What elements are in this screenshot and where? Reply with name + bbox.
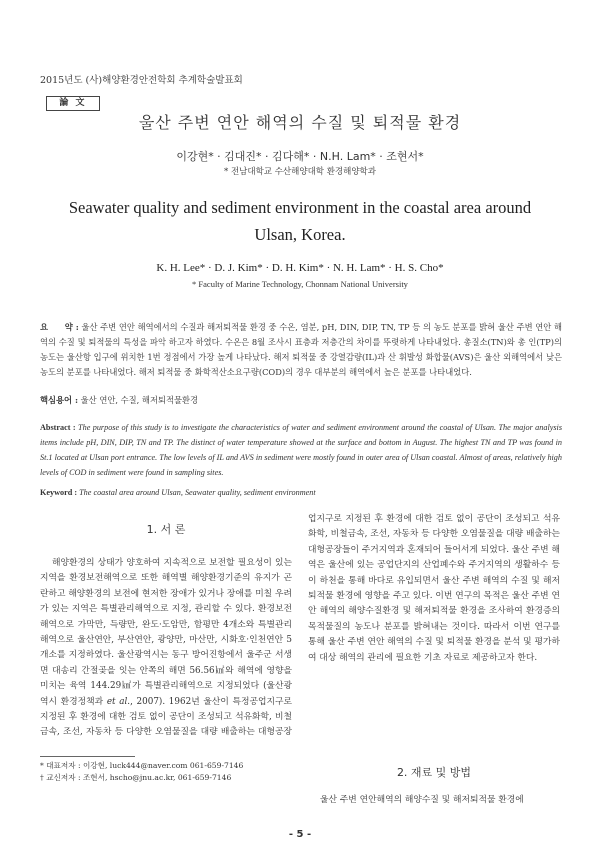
intro-paragraph-continued: 업지구로 지정된 후 환경에 대한 검토 없이 공단이 조성되고 석유화학, 비철금속, 조선, 자동차 등 다양한 오염물질을 대량 배출하는 대형공장들이 주거지역과 혼재되어 들어서게 되었다. 울산 주변 해역은 울산에 있는 공업단지의 산업폐수와 주거지역의 생활하수 등이 하천을 통해 바다로 유입되면서 울산 주변 해역의 수질 및 해저퇴적물 환경에 영향을 주고 있다. 이번 연구의 목적은 울산 주변 연안 해역의 해양수질환경 및 해저퇴적물 환경을 조사하여 환경증의 목적물질의 농도나 분포를 밝혀내는 것이다. 따라서 이번 연구를 통해 울산 주변 연안 해역의 수질 및 퇴적물 환경을 분석 및 평가하여 대상 해역의 관리에 필요한 기초 자료로 제공하고자 한다. — [308, 514, 560, 663]
footnote-divider — [40, 756, 135, 757]
title-english — [40, 194, 560, 248]
authors-english: K. H. Lee* · D. J. Kim* · D. H. Kim* · N. H. Lam* · H. S. Cho* — [156, 262, 444, 274]
title-english-line1: Seawater quality and sediment environment in the coastal area around — [68, 198, 532, 217]
footnote-corresponding-author: * 대표저자 : 이강현, luck444@naver.com 061-659-7146 — [40, 761, 244, 770]
body-column-left — [40, 556, 292, 742]
abstract-english-label: Abstract : — [40, 423, 76, 432]
intro-etal: et al. — [106, 696, 131, 707]
keywords-korean — [40, 394, 198, 406]
affiliation-english: * Faculty of Marine Technology, Chonnam National University — [192, 279, 408, 289]
intro-text-part1: 해양환경의 상태가 양호하여 지속적으로 보전할 필요성이 있는 지역을 환경보전해역으로 또한 해역별 해양환경기준의 유지가 곤란하고 해양환경의 보전에 현저한 장애가 있거나 장애를 미칠 우려가 있는 지역은 특별관리해역으로 지정, 관리할 수 있다. 환경보전해역으로 가막만, 득량만, 완도·도암만, 함평만 4개소와 특별관리해역으로 울산연안, 부산연안, 광양만, 마산만, 시화호·인천연안 5개소를 지정하였다. 울산광역시는 동구 방어진항에서 울주군 서생면 대송리 간절곶을 잇는 안쪽의 해면 56.56㎢와 해역에 영향을 미치는 육역 144.29㎢가 특별관리해역으로 지정되었다 (울산광역시 환경정책과 — [40, 558, 292, 707]
abstract-korean — [40, 320, 562, 380]
footnote-co-author: † 교신저자 : 조현서, hscho@jnu.ac.kr, 061-659-7146 — [40, 773, 232, 782]
section-2-heading: 2. 재료 및 방법 — [396, 766, 472, 779]
abstract-english-text: The purpose of this study is to investigate the characteristics of water and sediment environment around the coastal of Ulsan. The major analysis items include pH, DIN, DIP, TN and TP. The distinct of water temperature showed at the surface and bottom in August. The highest TN and TP was found in St.1 located at Ulsan port entrance. The low levels of IL and AVS in sediment were mostly found in outer area of Ulsan coastal. Almost of areas, relatively high levels of COD in sediment were found in sampling sites. — [40, 423, 563, 477]
body-column-right — [308, 512, 560, 748]
affiliation-korean: * 전남대학교 수산해양대학 환경해양학과 — [224, 167, 376, 177]
conference-header: 2015년도 (사)해양환경안전학회 추계학술발표회 — [40, 75, 243, 86]
keywords-english — [40, 488, 316, 497]
section-2-text: 울산 주변 연안해역의 해양수질 및 해저퇴적물 환경에 — [320, 795, 524, 805]
abstract-english — [40, 420, 562, 480]
keywords-english-text: The coastal area around Ulsan, Seawater quality, sediment environment — [79, 488, 316, 497]
abstract-korean-text: 울산 주변 연안 해역에서의 수질과 해저퇴적물 환경 중 수온, 염분, pH, DIN, DIP, TN, TP 등 의 농도 분포를 밝혀 울산 주변 연안 해역의 수질 및 퇴적물의 특성을 파악 하고자 하였다. 수온은 8월 조사시 표층과 저층간의 차이를 뚜렷하게 나타내었다. 총질소(TN)와 총 인(TP)의 농도는 울산항 입구에 위치한 1번 정점에서 가장 높게 나타났다. 해저 퇴적물 중 강열감량(IL)과 산 휘발성 화합물(AVS)은 울산 외해역에서 낮은 농도의 분포를 나타내었다. 해저 퇴적물 중 화학적산소요구량(COD)의 경우 대부분의 해역에서 높은 분포를 나타내었다. — [40, 322, 563, 377]
keywords-korean-label: 핵심용어 : — [40, 395, 79, 405]
title-korean: 울산 주변 연안 해역의 수질 및 퇴적물 환경 — [138, 113, 462, 132]
intro-paragraph — [40, 556, 292, 742]
keywords-korean-text: 울산 연안, 수질, 해저퇴적물환경 — [80, 395, 199, 405]
footnotes — [40, 760, 243, 784]
authors-korean: 이강현* · 김대진* · 김다해* · N.H. Lam* · 조현서* — [176, 150, 424, 163]
abstract-korean-label: 요 약 : — [40, 322, 79, 332]
keywords-english-label: Keyword : — [40, 488, 78, 497]
title-english-line2: Ulsan, Korea. — [254, 225, 346, 244]
page-number: - 5 - — [288, 829, 312, 840]
intro-text-part2: , 2007). 1962년 울산이 특정공업지구로 지정된 후 환경에 대한 검토 없이 공단이 조성되고 석유화학, 비철금속, 조선, 자동차 등 다양한 오염물질을 대량 배출하는 대형공장 — [40, 696, 292, 738]
section-1-heading: 1. 서 론 — [146, 523, 186, 536]
paper-type-badge: 論 文 — [46, 96, 100, 111]
